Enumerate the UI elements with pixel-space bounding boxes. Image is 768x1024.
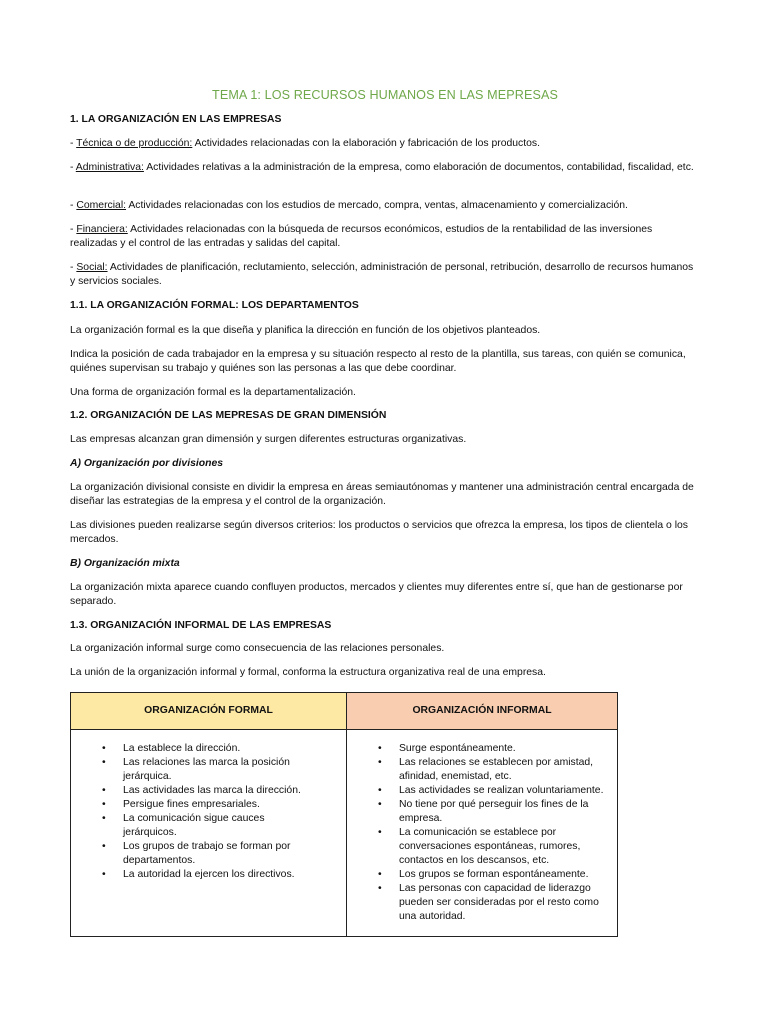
section-1-1-heading: 1.1. LA ORGANIZACIÓN FORMAL: LOS DEPARTAMENTOS	[70, 300, 359, 311]
org-area-tecnica: - Técnica o de producción: Actividades relacionadas con la elaboración y fabricación de los productos.	[70, 138, 540, 149]
formal-list	[83, 742, 313, 882]
bullet: •	[102, 869, 106, 880]
informal-list	[359, 742, 609, 924]
informal-header: ORGANIZACIÓN INFORMAL	[347, 693, 618, 730]
org-area-term: Técnica o de producción:	[76, 138, 193, 149]
section-1-3-heading: 1.3. ORGANIZACIÓN INFORMAL DE LAS EMPRESAS	[70, 620, 332, 631]
bullet: •	[378, 883, 382, 894]
list-item: • No tiene por qué perseguir los fines de la empresa.	[378, 799, 589, 824]
list-item: • La autoridad la ejercen los directivos.	[102, 869, 295, 880]
list-item: • Los grupos de trabajo se forman por departamentos.	[102, 841, 291, 866]
bullet: •	[378, 869, 382, 880]
list-item: • La establece la dirección.	[102, 743, 241, 754]
list-item: • Las relaciones las marca la posición jerárquica.	[102, 757, 290, 782]
bullet: •	[102, 743, 106, 754]
bullet: •	[102, 841, 106, 852]
paragraph: La organización mixta aparece cuando confluyen productos, mercados y clientes muy diferentes entre sí, que han de gestionarse por separado.	[70, 582, 683, 607]
org-area-term: Social:	[76, 262, 108, 273]
list-item: • Persigue fines empresariales.	[102, 799, 260, 810]
paragraph: La organización formal es la que diseña y planifica la dirección en función de los objetivos planteados.	[70, 325, 541, 336]
informal-cell	[347, 730, 618, 937]
bullet: •	[378, 757, 382, 768]
list-item: • Las relaciones se establecen por amistad, afinidad, enemistad, etc.	[378, 757, 594, 782]
org-area-term: Financiera:	[76, 224, 128, 235]
bullet: •	[378, 743, 382, 754]
org-area-financiera: - Financiera: Actividades relacionadas con la búsqueda de recursos económicos, estudios de la rentabilidad de las inversiones realizadas y el control de las entradas y salidas del capital.	[70, 224, 653, 249]
subheading-a: A) Organización por divisiones	[70, 458, 223, 469]
list-item: • Los grupos se forman espontáneamente.	[378, 869, 589, 880]
document-title: TEMA 1: LOS RECURSOS HUMANOS EN LAS MEPRESAS	[212, 88, 558, 102]
list-item: • Las actividades las marca la dirección.	[102, 785, 301, 796]
paragraph: La organización divisional consiste en dividir la empresa en áreas semiautónomas y mantener una administración central encargada de diseñar las estrategias de la empresa y el control de la organización.	[70, 482, 694, 507]
org-area-term: Comercial:	[76, 200, 127, 211]
bullet: •	[378, 785, 382, 796]
section-1-2-heading: 1.2. ORGANIZACIÓN DE LAS MEPRESAS DE GRAN DIMENSIÓN	[70, 410, 387, 421]
bullet: •	[102, 799, 106, 810]
list-item: • La comunicación sigue cauces jerárquicos.	[102, 813, 265, 838]
paragraph: Las empresas alcanzan gran dimensión y surgen diferentes estructuras organizativas.	[70, 434, 467, 445]
org-area-comercial: - Comercial: Actividades relacionadas con los estudios de mercado, compra, ventas, almacenamiento y comercialización.	[70, 200, 628, 211]
bullet: •	[102, 813, 106, 824]
bullet: •	[378, 799, 382, 810]
list-item: • Las personas con capacidad de liderazgo pueden ser consideradas por el resto como una autoridad.	[378, 883, 599, 922]
list-item: • Surge espontáneamente.	[378, 743, 516, 754]
list-item: • Las actividades se realizan voluntariamente.	[378, 785, 604, 796]
org-area-administrativa: - Administrativa: Actividades relativas a la administración de la empresa, como elaboración de documentos, contabilidad, fiscalidad, etc.	[70, 162, 694, 173]
paragraph: Indica la posición de cada trabajador en la empresa y su situación respecto al resto de la plantilla, sus tareas, con quién se comunica, quiénes supervisan su trabajo y quiénes son las personas a las que debe coordinar.	[70, 349, 686, 374]
comparison-table	[70, 692, 618, 937]
org-area-term: Administrativa:	[75, 162, 144, 173]
formal-header: ORGANIZACIÓN FORMAL	[71, 693, 347, 730]
list-item: • La comunicación se establece por conversaciones espontáneas, rumores, contactos en los descansos, etc.	[378, 827, 581, 866]
bullet: •	[378, 827, 382, 838]
section-1-heading: 1. LA ORGANIZACIÓN EN LAS EMPRESAS	[70, 114, 282, 125]
bullet: •	[102, 757, 106, 768]
paragraph: Las divisiones pueden realizarse según diversos criterios: los productos o servicios que ofrezca la empresa, los tipos de clientela o los mercados.	[70, 520, 688, 545]
paragraph: La organización informal surge como consecuencia de las relaciones personales.	[70, 643, 445, 654]
paragraph: Una forma de organización formal es la departamentalización.	[70, 387, 356, 398]
paragraph: La unión de la organización informal y formal, conforma la estructura organizativa real de una empresa.	[70, 667, 546, 678]
formal-cell	[71, 730, 347, 937]
bullet: •	[102, 785, 106, 796]
org-area-social: - Social: Actividades de planificación, reclutamiento, selección, administración de personal, retribución, desarrollo de recursos humanos y servicios sociales.	[70, 262, 694, 287]
subheading-b: B) Organización mixta	[70, 558, 180, 569]
